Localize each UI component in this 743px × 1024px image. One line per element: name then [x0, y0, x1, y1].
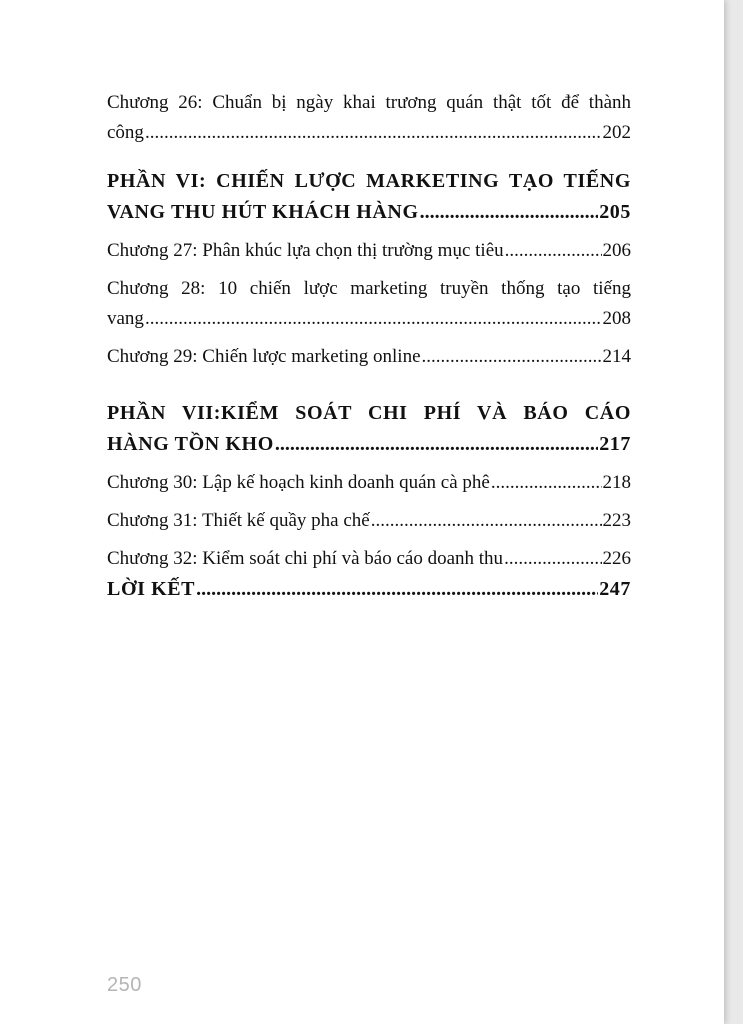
- toc-entry-part-7: [107, 398, 631, 460]
- dot-leader: [491, 468, 602, 498]
- toc-entry-chapter-32: [107, 544, 631, 574]
- toc-entry-title: Chương 28: 10 chiến lược marketing truyền thống tạo tiếng: [107, 278, 631, 299]
- toc-entry-chapter-29: [107, 342, 631, 372]
- toc-page-number: 223: [602, 510, 631, 531]
- dot-leader: [145, 304, 602, 334]
- toc-entry-title: Chương 26: Chuẩn bị ngày khai trương quán thật tốt để thành: [107, 92, 631, 113]
- page-footer-number: 250: [107, 974, 142, 996]
- toc-entry-chapter-26: [107, 88, 631, 148]
- toc-entry-chapter-28: [107, 274, 631, 334]
- toc-page-number: 214: [602, 346, 631, 367]
- dot-leader: [371, 506, 602, 536]
- dot-leader: [196, 574, 598, 605]
- toc-entry-chapter-31: [107, 506, 631, 536]
- dot-leader: [420, 197, 599, 228]
- table-of-contents: [107, 88, 631, 605]
- toc-entry-chapter-30: [107, 468, 631, 498]
- dot-leader: [422, 342, 602, 372]
- toc-entry-title-cont: vang: [107, 308, 144, 329]
- toc-part-title-cont: VANG THU HÚT KHÁCH HÀNG: [107, 201, 419, 223]
- toc-entry-title: Chương 29: Chiến lược marketing online: [107, 346, 421, 367]
- toc-part-title-cont: HÀNG TỒN KHO: [107, 433, 274, 455]
- dot-leader: [145, 118, 602, 148]
- toc-entry-closing: [107, 574, 631, 605]
- toc-entry-title: Chương 32: Kiểm soát chi phí và báo cáo doanh thu: [107, 548, 504, 569]
- toc-part-title: PHẦN VI: CHIẾN LƯỢC MARKETING TẠO TIẾNG: [107, 170, 631, 192]
- toc-part-title: PHẦN VII:KIỂM SOÁT CHI PHÍ VÀ BÁO CÁO: [107, 402, 631, 424]
- toc-page-number: 217: [599, 433, 631, 455]
- toc-page-number: 206: [602, 240, 631, 261]
- toc-page-number: 205: [599, 201, 631, 223]
- toc-part-title: LỜI KẾT: [107, 578, 196, 600]
- dot-leader: [505, 236, 602, 266]
- toc-entry-title: Chương 30: Lập kế hoạch kinh doanh quán cà phê: [107, 472, 490, 493]
- toc-entry-chapter-27: [107, 236, 631, 266]
- dot-leader: [504, 544, 601, 574]
- toc-page-number: 218: [602, 472, 631, 493]
- toc-entry-title-cont: công: [107, 122, 144, 143]
- toc-entry-title: Chương 31: Thiết kế quầy pha chế: [107, 510, 370, 531]
- toc-page-number: 208: [602, 308, 631, 329]
- toc-entry-title: Chương 27: Phân khúc lựa chọn thị trường mục tiêu: [107, 240, 504, 261]
- dot-leader: [275, 429, 598, 460]
- toc-page-number: 226: [602, 548, 631, 569]
- toc-page-number: 247: [599, 578, 631, 600]
- toc-entry-part-6: [107, 166, 631, 228]
- toc-page-number: 202: [602, 122, 631, 143]
